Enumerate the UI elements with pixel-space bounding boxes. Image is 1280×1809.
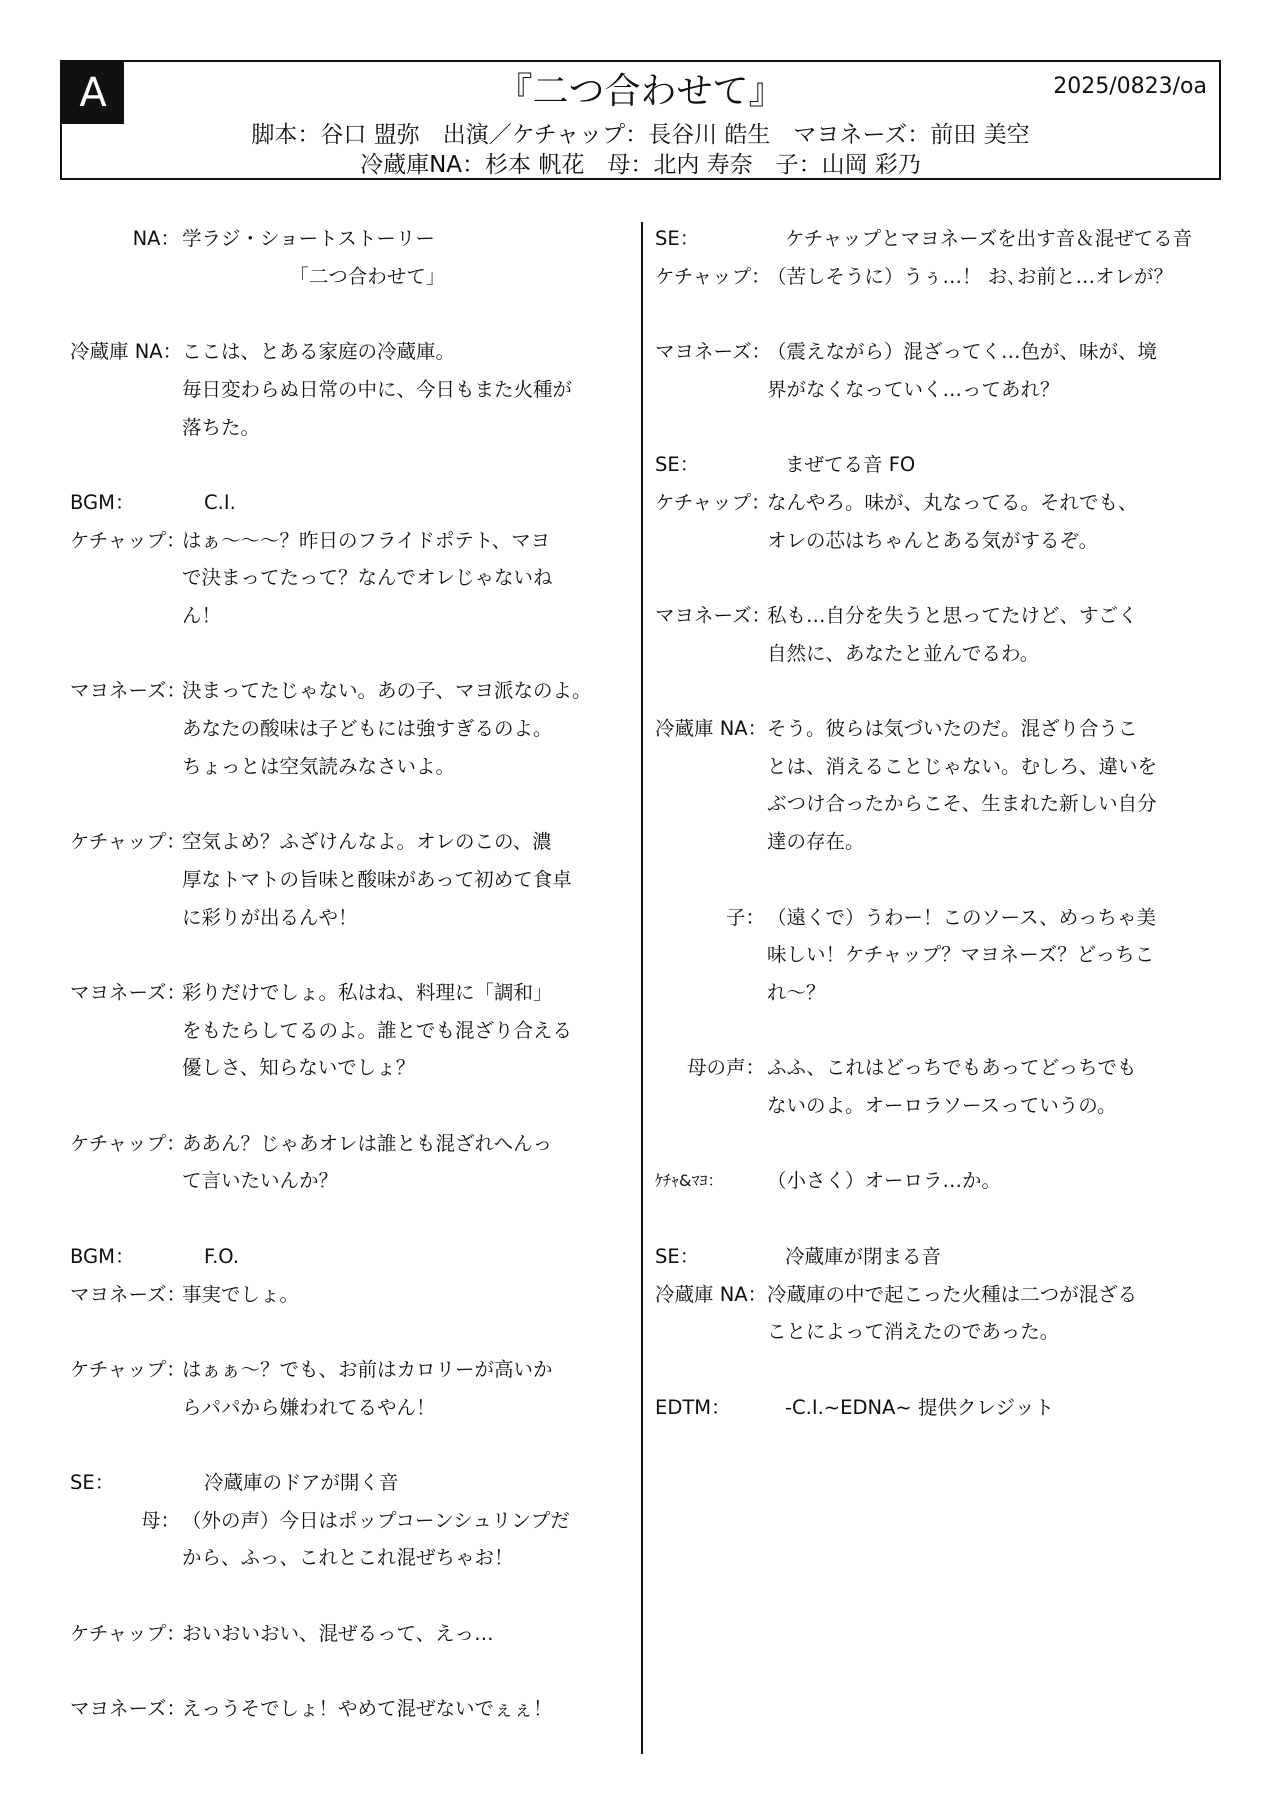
dialogue-line: -C.I.~EDNA~ 提供クレジット [785, 1395, 1054, 1419]
dialogue-line: （遠くで）うわー！このソース、めっちゃ美 [767, 905, 1157, 929]
dialogue-entry [655, 484, 1215, 559]
speaker-label: マヨネーズ： [655, 603, 772, 627]
dialogue-line: に彩りが出るんや！ [182, 905, 358, 929]
dialogue-entry [70, 974, 636, 1087]
dialogue-entry [655, 220, 1215, 258]
dialogue-text [765, 899, 1215, 1012]
header-box [60, 60, 1221, 180]
dialogue-line: オレの芯はちゃんとある気がするぞ。 [767, 528, 1099, 552]
dialogue-text [180, 484, 636, 522]
speaker-label: マヨネーズ： [70, 1282, 187, 1306]
dialogue-line: F.O. [204, 1244, 240, 1268]
dialogue-line: 達の存在。 [767, 830, 865, 854]
speaker-label: ケチャップ： [655, 490, 771, 514]
dialogue-entry [655, 1162, 1215, 1200]
dialogue-line: 毎日変わらぬ日常の中に、今日もまた火種が [182, 377, 573, 401]
dialogue-line: 落ちた。 [182, 415, 261, 439]
dialogue-text [765, 446, 1215, 484]
dialogue-entry [70, 1615, 636, 1653]
dialogue-entry [655, 1276, 1215, 1351]
dialogue-text [765, 220, 1215, 258]
speaker-label: SE： [655, 227, 700, 250]
dialogue-text [765, 1238, 1215, 1276]
speaker-label: マヨネーズ： [70, 980, 187, 1004]
dialogue-entry [70, 823, 636, 936]
dialogue-line: ぶつけ合ったからこそ、生まれた新しい自分 [767, 792, 1157, 816]
dialogue-line: 味しい！ケチャップ？マヨネーズ？どっちこ [767, 943, 1155, 967]
dialogue-text [180, 974, 636, 1087]
credits-line-2: 冷蔵庫NA：杉本 帆花 母：北内 寿奈 子：山岡 彩乃 [360, 152, 921, 178]
dialogue-entry [70, 1125, 636, 1200]
dialogue-line: おいおいおい、混ぜるって、えっ… [182, 1621, 494, 1645]
dialogue-entry [70, 1351, 636, 1426]
speaker-label: ｹﾁｬ&ﾏﾖ： [655, 1171, 724, 1191]
dialogue-entry [70, 484, 636, 522]
dialogue-entry [70, 1502, 636, 1577]
dialogue-line: れ〜？ [767, 980, 826, 1004]
dialogue-line: （小さく）オーロラ…か。 [767, 1169, 1002, 1193]
dialogue-line: 厚なトマトの旨味と酸味があって初めて食卓 [182, 867, 572, 891]
dialogue-text [180, 1502, 636, 1577]
speaker-label: 冷蔵庫 NA： [655, 1282, 768, 1306]
dialogue-line: ないのよ。オーロラソースっていうの。 [767, 1094, 1117, 1118]
dialogue-entry [70, 1464, 636, 1502]
dialogue-text [180, 1238, 636, 1276]
dialogue-line: ん！ [182, 604, 222, 627]
dialogue-text [180, 333, 636, 446]
dialogue-text [180, 1690, 636, 1728]
speaker-label: EDTM： [655, 1395, 731, 1419]
dialogue-line: らパパから嫌われてるやん！ [182, 1395, 436, 1419]
dialogue-text [180, 1351, 636, 1426]
speaker-label: マヨネーズ： [655, 340, 772, 364]
dialogue-text [180, 672, 636, 785]
left-column [70, 220, 636, 1728]
dialogue-line: で決まってたって？なんでオレじゃないね [182, 566, 553, 590]
dialogue-line: 界がなくなっていく…ってあれ？ [767, 377, 1060, 401]
dialogue-line: ケチャップとマヨネーズを出す音＆混ぜてる音 [785, 227, 1193, 250]
dialogue-line: 冷蔵庫が閉まる音 [785, 1244, 942, 1268]
dialogue-line: をもたらしてるのよ。誰とでも混ざり合える [182, 1018, 573, 1042]
dialogue-text [765, 1049, 1215, 1124]
dialogue-line: ちょっとは空気読みなさいよ。 [182, 754, 456, 778]
dialogue-text [765, 1389, 1215, 1427]
dialogue-line: ここは、とある家庭の冷蔵庫。 [182, 340, 456, 364]
speaker-label: マヨネーズ： [70, 1697, 187, 1721]
dialogue-entry [70, 522, 636, 635]
dialogue-text [180, 823, 636, 936]
dialogue-line: あなたの酸味は子どもには強すぎるのよ。 [182, 717, 553, 741]
dialogue-line: ふふ、これはどっちでもあってどっちでも [767, 1056, 1137, 1080]
dialogue-entry [655, 710, 1215, 861]
speaker-label: BGM： [70, 490, 135, 514]
version-badge: A [62, 62, 124, 124]
dialogue-text [765, 1276, 1215, 1351]
dialogue-line: 冷蔵庫のドアが開く音 [204, 1471, 399, 1495]
dialogue-text [765, 597, 1215, 672]
dialogue-line: まぜてる音 FO [785, 453, 916, 477]
dialogue-line: はぁぁ〜？でも、お前はカロリーが高いか [182, 1357, 553, 1381]
dialogue-entry [655, 899, 1215, 1012]
speaker-label: ケチャップ： [70, 1621, 186, 1645]
dialogue-entry [70, 1690, 636, 1728]
broadcast-date: 2025/0823/oa [1053, 74, 1207, 99]
dialogue-text [765, 258, 1215, 296]
dialogue-text [180, 1276, 636, 1314]
dialogue-line: （震えながら）混ざってく…色が、味が、境 [767, 340, 1158, 364]
dialogue-line: えっうそでしょ！やめて混ぜないでぇぇ！ [182, 1697, 553, 1721]
speaker-label: 冷蔵庫 NA： [70, 340, 183, 364]
dialogue-entry [655, 333, 1215, 408]
dialogue-text [765, 333, 1215, 408]
dialogue-line: なんやろ。味が、丸なってる。それでも、 [767, 490, 1138, 514]
dialogue-line: そう。彼らは気づいたのだ。混ざり合うこ [767, 717, 1138, 741]
dialogue-line: 彩りだけでしょ。私はね、料理に「調和」 [182, 980, 553, 1004]
dialogue-line: 学ラジ・ショートストーリー [182, 227, 435, 250]
dialogue-line: 私も…自分を失うと思ってたけど、すごく [767, 603, 1138, 627]
speaker-label: ケチャップ： [70, 528, 186, 552]
dialogue-entry [655, 1389, 1215, 1427]
speaker-label: SE： [70, 1471, 115, 1495]
dialogue-line: ことによって消えたのであった。 [767, 1320, 1060, 1344]
speaker-label: 母の声： [686, 1056, 765, 1080]
dialogue-entry [70, 672, 636, 785]
speaker-label: NA： [132, 227, 180, 250]
dialogue-line: から、ふっ、これとこれ混ぜちゃお！ [182, 1546, 514, 1570]
column-divider [641, 222, 643, 1754]
dialogue-line: ああん？じゃあオレは誰とも混ざれへんっ [182, 1131, 553, 1155]
dialogue-text [765, 484, 1215, 559]
dialogue-line: はぁ〜〜〜？昨日のフライドポテト、マヨ [182, 528, 551, 552]
dialogue-line: 「二つ合わせて」 [182, 264, 446, 288]
dialogue-line: 優しさ、知らないでしょ？ [182, 1056, 416, 1080]
dialogue-entry [655, 597, 1215, 672]
speaker-label: 冷蔵庫 NA： [655, 717, 768, 741]
dialogue-entry [655, 1049, 1215, 1124]
credits-line-1: 脚本：谷口 盟弥 出演／ケチャップ：長谷川 皓生 マヨネーズ：前田 美空 [251, 122, 1030, 148]
dialogue-text [765, 1162, 1215, 1200]
dialogue-line: 空気よめ？ふざけんなよ。オレのこの、濃 [182, 830, 552, 854]
dialogue-entry [70, 333, 636, 446]
dialogue-text [180, 1464, 636, 1502]
script-title: 『二つ合わせて』 [496, 71, 785, 112]
dialogue-line: 決まってたじゃない。あの子、マヨ派なのよ。 [182, 679, 592, 703]
dialogue-text [765, 710, 1215, 861]
dialogue-line: C.I. [204, 490, 236, 514]
speaker-label: マヨネーズ： [70, 679, 187, 703]
dialogue-entry [70, 1276, 636, 1314]
speaker-label: ケチャップ： [70, 1131, 186, 1155]
dialogue-line: て言いたいんか？ [182, 1169, 339, 1193]
speaker-label: SE： [655, 1244, 700, 1268]
speaker-label: ケチャップ： [70, 1357, 186, 1381]
speaker-label: ケチャップ： [655, 264, 771, 288]
dialogue-text [180, 1125, 636, 1200]
right-column [655, 220, 1215, 1426]
dialogue-entry [655, 446, 1215, 484]
dialogue-entry [70, 1238, 636, 1276]
dialogue-line: とは、消えることじゃない。むしろ、違いを [767, 754, 1158, 778]
dialogue-entry [70, 220, 636, 295]
speaker-label: SE： [655, 453, 700, 477]
speaker-label: 子： [725, 905, 765, 929]
dialogue-line: （外の声）今日はポップコーンシュリンプだ [182, 1508, 570, 1532]
dialogue-line: 事実でしょ。 [182, 1282, 300, 1306]
speaker-label: 母： [140, 1508, 180, 1532]
dialogue-entry [655, 1238, 1215, 1276]
dialogue-line: （苦しそうに）うぅ…！ お､お前と…オレが？ [767, 264, 1173, 288]
dialogue-text [180, 522, 636, 635]
speaker-label: ケチャップ： [70, 830, 186, 854]
speaker-label: BGM： [70, 1244, 135, 1268]
dialogue-line: 冷蔵庫の中で起こった火種は二つが混ざる [767, 1282, 1138, 1306]
dialogue-text [180, 1615, 636, 1653]
dialogue-line: 自然に、あなたと並んでるわ。 [767, 641, 1040, 665]
dialogue-text [180, 220, 636, 295]
dialogue-entry [655, 258, 1215, 296]
